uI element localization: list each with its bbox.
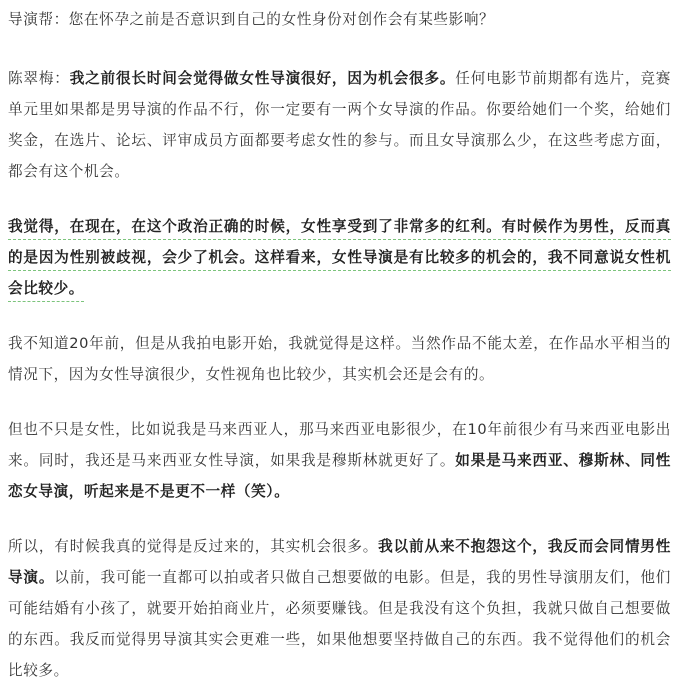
answer-paragraph-2: [8, 211, 671, 304]
answer-text: 我不知道20年前，但是从我拍电影开始，我就觉得是这样。当然作品不能太差，在作品水平相当的情况下，因为女性导演很少，女性视角也比较少，其实机会还是会有的。: [8, 335, 671, 383]
answer-paragraph-1: [8, 63, 671, 187]
answer-paragraph-3: [8, 328, 671, 390]
answer-text: 任何电影节前期都有选片，竞赛单元里如果都是男导演的作品不行，你一定要有一两个女导演的作品。你要给她们一个奖，给她们奖金，在选片、论坛、评审成员方面都要考虑女性的参与。而且女导演那么少，在这些考虑方面，都会有这个机会。: [8, 70, 671, 180]
interview-question: [8, 4, 671, 35]
answer-bold-text: 我以前从来不抱怨这个，我反而会同情男性导演。: [8, 538, 671, 586]
question-text: 您在怀孕之前是否意识到自己的女性身份对创作会有某些影响？: [68, 11, 495, 28]
question-speaker: 导演帮：: [8, 11, 69, 28]
answer-speaker: 陈翠梅：: [8, 70, 70, 87]
highlighted-bold-text: 我觉得，在现在，在这个政治正确的时候，女性享受到了非常多的红利。有时候作为男性，反而真的是因为性别被歧视，会少了机会。这样看来，女性导演是有比较多的机会的，我不同意说女性机会比较少。: [8, 218, 671, 302]
answer-text-continued: 以前，我可能一直都可以拍或者只做自己想要做的电影。但是，我的男性导演朋友们，他们可能结婚有小孩了，就要开始拍商业片，必须要赚钱。但是我没有这个负担，我就只做自己想要做的东西。我反而觉得男导演其实会更难一些，如果他想要坚持做自己的东西。我不觉得他们的机会比较多。: [8, 569, 671, 679]
answer-bold-text: 我之前很长时间会觉得做女性导演很好，因为机会很多。: [69, 70, 456, 87]
answer-text: 但也不只是女性，比如说我是马来西亚人，那马来西亚电影很少，在10年前很少有马来西亚电影出来。同时，我还是马来西亚女性导演，如果我是穆斯林就更好了。: [8, 421, 671, 469]
answer-paragraph-4: [8, 414, 671, 507]
answer-bold-text: 如果是马来西亚、穆斯林、同性恋女导演，听起来是不是更不一样（笑）。: [8, 452, 671, 500]
answer-text: 所以，有时候我真的觉得是反过来的，其实机会很多。: [8, 538, 379, 555]
answer-paragraph-5: [8, 531, 671, 686]
